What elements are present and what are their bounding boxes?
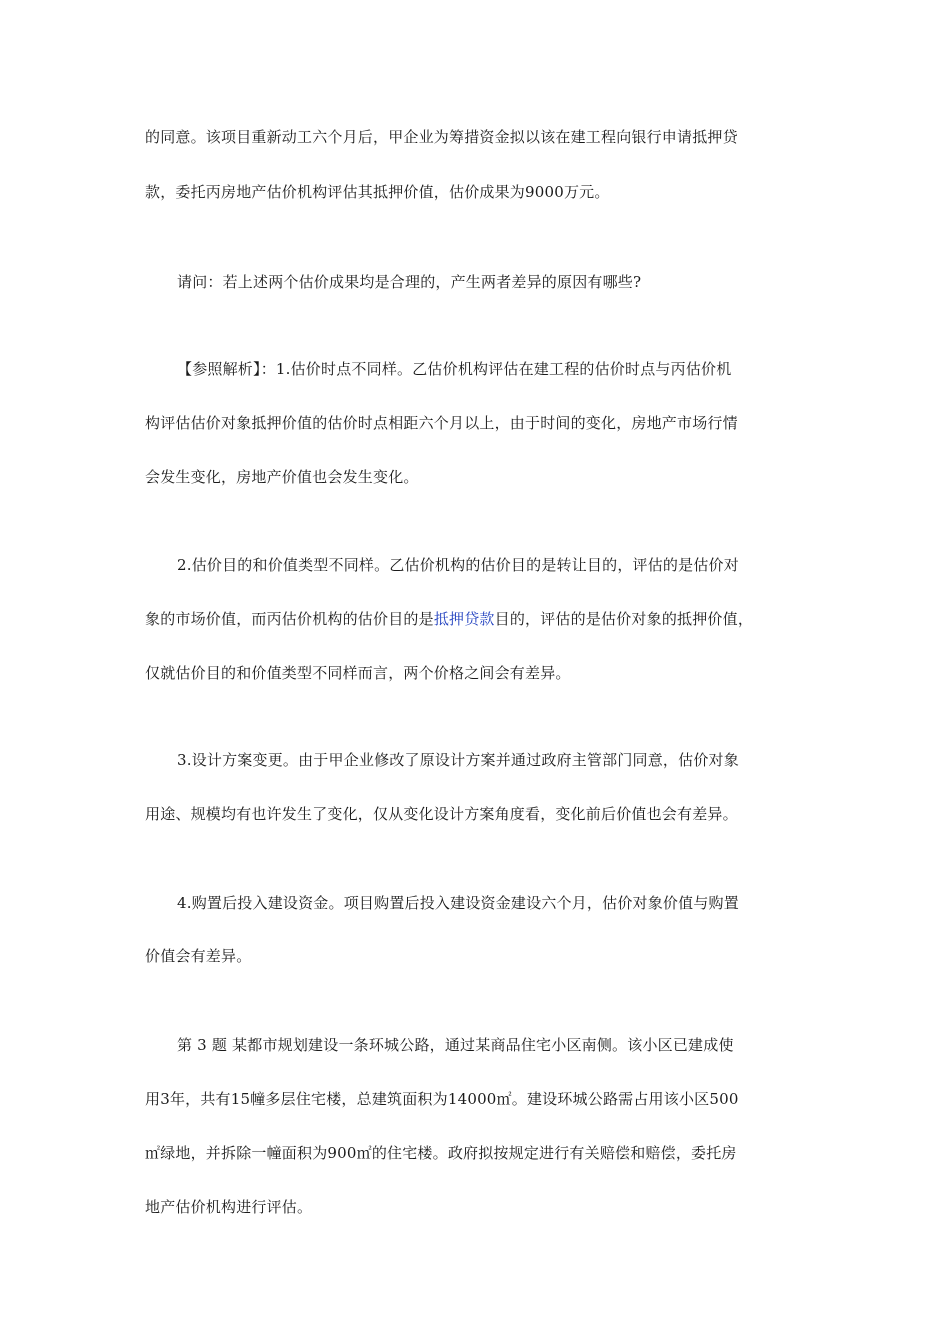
text-line: 地产估价机构进行评估。 — [145, 1198, 313, 1216]
text-line-with-link — [145, 609, 753, 629]
text-line: 仅就估价目的和价值类型不同样而言，两个价格之间会有差异。 — [145, 664, 571, 682]
text-line: 价值会有差异。 — [145, 947, 252, 965]
text-line: 3.设计方案变更。由于甲企业修改了原设计方案并通过政府主管部门同意，估价对象 — [177, 751, 739, 769]
text-line: ㎡绿地，并拆除一幢面积为900㎡的住宅楼。政府拟按规定进行有关赔偿和赔偿，委托房 — [145, 1144, 737, 1162]
text-line: 会发生变化，房地产价值也会发生变化。 — [145, 468, 419, 486]
text-line: 用途、规模均有也许发生了变化，仅从变化设计方案角度看，变化前后价值也会有差异。 — [145, 805, 738, 823]
text-segment: 象的市场价值，而丙估价机构的估价目的是 — [145, 610, 434, 628]
text-line: 构评估估价对象抵押价值的估价时点相距六个月以上，由于时间的变化，房地产市场行情 — [145, 414, 738, 432]
text-segment: 目的，评估的是估价对象的抵押价值， — [494, 610, 754, 628]
text-line: 款，委托丙房地产估价机构评估其抵押价值，估价成果为9000万元。 — [145, 183, 610, 201]
question-line: 请问：若上述两个估价成果均是合理的，产生两者差异的原因有哪些? — [177, 273, 642, 291]
text-line: 的同意。该项目重新动工六个月后，甲企业为筹措资金拟以该在建工程向银行申请抵押贷 — [145, 128, 738, 146]
question-3-line: 第 3 题 某都市规划建设一条环城公路，通过某商品住宅小区南侧。该小区已建成使 — [177, 1036, 734, 1054]
answer-heading-line: 【参照解析】：1.估价时点不同样。乙估价机构评估在建工程的估价时点与丙估价机 — [177, 360, 732, 378]
text-line: 2.估价目的和价值类型不同样。乙估价机构的估价目的是转让目的，评估的是估价对 — [177, 556, 739, 574]
loan-link[interactable]: 抵押贷款 — [433, 610, 495, 628]
text-line: 用3年，共有15幢多层住宅楼，总建筑面积为14000㎡。建设环城公路需占用该小区500 — [145, 1090, 739, 1108]
text-line: 4.购置后投入建设资金。项目购置后投入建设资金建设六个月，估价对象价值与购置 — [177, 894, 739, 912]
